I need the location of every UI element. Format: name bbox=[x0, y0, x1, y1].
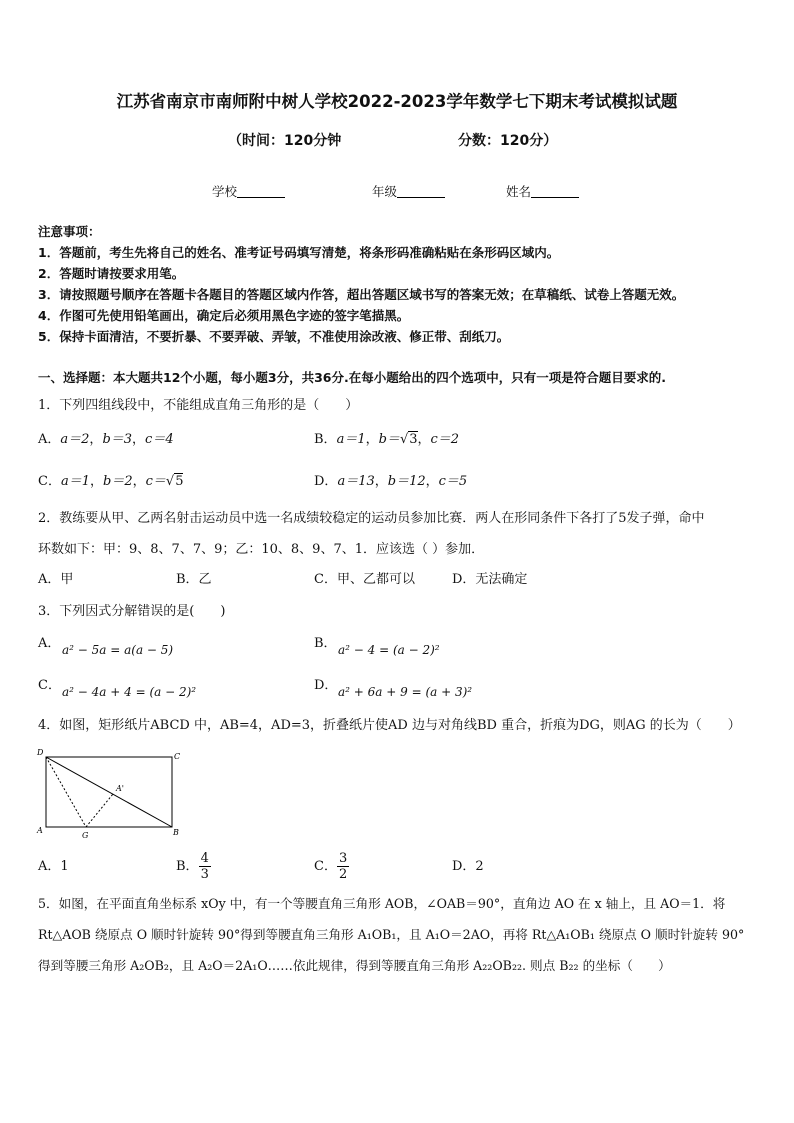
school-blank[interactable] bbox=[237, 185, 285, 198]
q3-stem: 3．下列因式分解错误的是( ) bbox=[38, 604, 226, 619]
note-item: 1．答题前，考生先将自己的姓名、准考证号码填写清楚，将条形码准确粘贴在条形码区域内。 bbox=[38, 245, 560, 260]
label-b: B bbox=[173, 828, 179, 837]
crease-dg bbox=[46, 757, 86, 827]
q4-option-a[interactable]: A．1 bbox=[38, 859, 69, 874]
q1-option-c[interactable]: C．a＝1，b＝2，c＝√5 bbox=[38, 474, 184, 489]
segment-ga1 bbox=[86, 794, 113, 827]
q2-line2: 环数如下：甲：9、8、7、7、9；乙：10、8、9、7、1．应该选（ ）参加． bbox=[38, 542, 485, 557]
q3-option-b-label[interactable]: B． bbox=[314, 636, 337, 651]
q2-line1: 2．教练要从甲、乙两名射击运动员中选一名成绩较稳定的运动员参加比赛．两人在形同条件下各打了5发子弹，命中 bbox=[38, 511, 705, 526]
exam-title: 江苏省南京市南师附中树人学校2022-2023学年数学七下期末考试模拟试题 bbox=[116, 92, 678, 111]
q3-option-b-expr: a² − 4 = (a − 2)² bbox=[338, 643, 440, 657]
q4-option-d[interactable]: D．2 bbox=[452, 859, 484, 874]
q3-option-a-label[interactable]: A． bbox=[38, 636, 61, 651]
exam-time: （时间：120分钟 bbox=[228, 133, 342, 149]
q2-option-c[interactable]: C．甲、乙都可以 bbox=[314, 572, 415, 587]
note-item: 2．答题时请按要求用笔。 bbox=[38, 266, 185, 281]
name-label: 姓名 bbox=[506, 184, 532, 199]
q2-option-d[interactable]: D．无法确定 bbox=[452, 572, 528, 587]
fraction: $\frac{4}{3}$ bbox=[200, 851, 209, 882]
label-a: A bbox=[37, 826, 43, 835]
q1-option-a[interactable]: A．a＝2，b＝3，c＝4 bbox=[38, 432, 174, 447]
label-a-prime: A' bbox=[116, 784, 124, 793]
school-label: 学校 bbox=[212, 184, 238, 199]
q1-option-b[interactable]: B．a＝1，b＝√3，c＝2 bbox=[314, 432, 460, 447]
grade-field bbox=[372, 182, 445, 200]
q3-option-c-expr: a² − 4a + 4 = (a − 2)² bbox=[62, 685, 197, 699]
q5-line2: Rt△AOB 绕原点 O 顺时针旋转 90°得到等腰直角三角形 A₁OB₁，且 A₁O＝2AO，再将 Rt△A₁OB₁ 绕原点 O 顺时针旋转 90° bbox=[38, 927, 745, 942]
name-blank[interactable] bbox=[531, 185, 579, 198]
q5-line1: 5．如图，在平面直角坐标系 xOy 中，有一个等腰直角三角形 AOB，∠OAB＝90°，直角边 AO 在 x 轴上，且 AO＝1．将 bbox=[38, 896, 726, 911]
q4-option-c[interactable]: C． $\frac{3}{2}$ bbox=[314, 851, 348, 882]
label-d: D bbox=[37, 748, 44, 757]
grade-label: 年级 bbox=[372, 184, 398, 199]
q1-stem: 1．下列四组线段中，不能组成直角三角形的是（ ） bbox=[38, 398, 359, 413]
name-field bbox=[506, 182, 579, 200]
q4-option-b[interactable]: B． $\frac{4}{3}$ bbox=[176, 851, 209, 882]
q3-option-a-expr: a² − 5a = a(a − 5) bbox=[62, 643, 174, 657]
q3-option-d-expr: a² + 6a + 9 = (a + 3)² bbox=[338, 685, 473, 699]
q2-option-a[interactable]: A．甲 bbox=[38, 572, 74, 587]
exam-score: 分数：120分） bbox=[458, 133, 558, 149]
diagonal-bd bbox=[46, 757, 172, 827]
note-item: 4．作图可先使用铅笔画出，确定后必须用黑色字迹的签字笔描黑。 bbox=[38, 308, 410, 323]
grade-blank[interactable] bbox=[397, 185, 445, 198]
notes-heading: 注意事项： bbox=[38, 224, 101, 239]
q4-rectangle-figure bbox=[34, 745, 184, 840]
label-g: G bbox=[82, 831, 89, 840]
q5-line3: 得到等腰三角形 A₂OB₂，且 A₂O＝2A₁O……依此规律，得到等腰直角三角形 A₂₂OB₂₂. 则点 B₂₂ 的坐标（ ） bbox=[38, 958, 671, 973]
label-c: C bbox=[174, 752, 181, 761]
fraction: $\frac{3}{2}$ bbox=[338, 851, 348, 882]
school-field bbox=[212, 182, 285, 200]
q4-stem: 4．如图，矩形纸片ABCD 中，AB=4，AD=3，折叠纸片使AD 边与对角线BD 重合，折痕为DG，则AG 的长为（ ） bbox=[38, 718, 741, 733]
note-item: 3．请按照题号顺序在答题卡各题目的答题区域内作答，超出答题区域书写的答案无效；在草稿纸、试卷上答题无效。 bbox=[38, 287, 685, 302]
note-item: 5．保持卡面清洁，不要折暴、不要弄破、弄皱，不准使用涂改液、修正带、刮纸刀。 bbox=[38, 329, 510, 344]
q3-option-d-label[interactable]: D． bbox=[314, 678, 338, 693]
q2-option-b[interactable]: B．乙 bbox=[176, 572, 212, 587]
q1-option-d[interactable]: D．a＝13，b＝12，c＝5 bbox=[314, 474, 468, 489]
section-heading: 一、选择题：本大题共12个小题，每小题3分，共36分.在每小题给出的四个选项中，只有一项是符合题目要求的. bbox=[38, 370, 666, 385]
q3-option-c-label[interactable]: C． bbox=[38, 678, 61, 693]
